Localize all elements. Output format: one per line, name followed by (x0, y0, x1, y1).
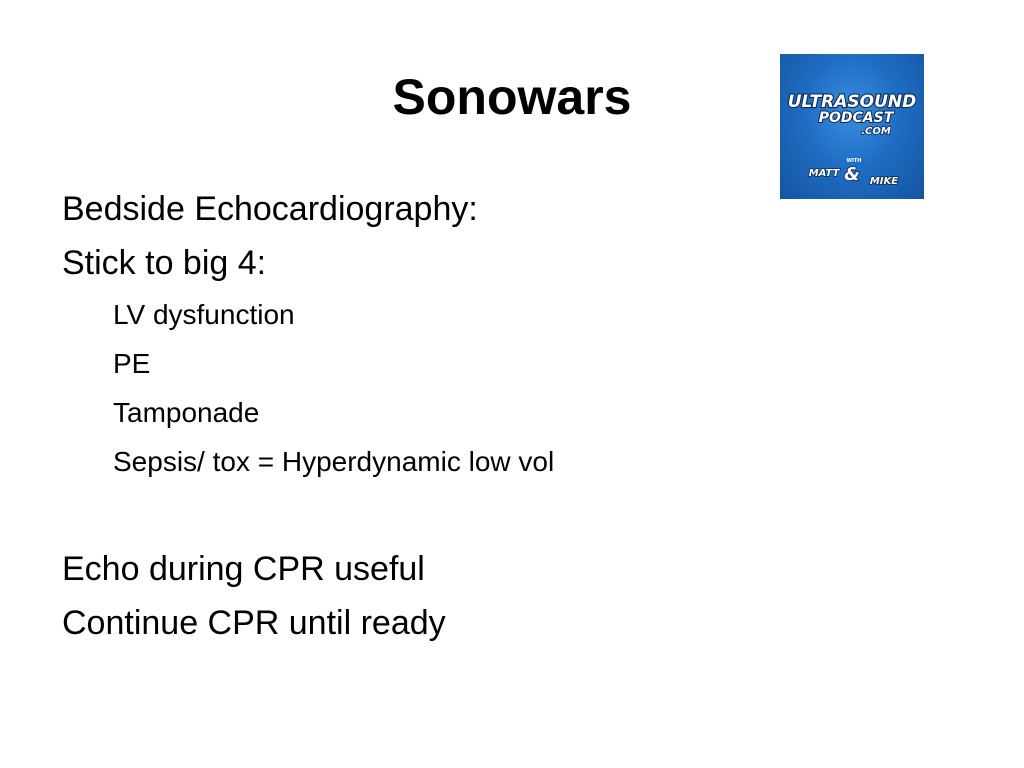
bullet-bedside-echocardiography: Bedside Echocardiography: (62, 190, 478, 228)
ultrasound-podcast-logo (780, 54, 924, 199)
logo-line1: ULTRASOUND (787, 92, 917, 112)
spacer (62, 486, 762, 542)
logo-with: WITH (846, 158, 862, 164)
slide-title: Sonowars (392, 69, 632, 125)
sub-bullet-sepsis-tox: Sepsis/ tox = Hyperdynamic low vol (113, 446, 555, 477)
bullet-continue-cpr: Continue CPR until ready (62, 604, 446, 642)
logo-mike: MIKE (869, 176, 899, 187)
sub-bullet-pe: PE (113, 348, 151, 379)
logo-line3: .COM (861, 126, 891, 137)
bullet-stick-to-big-4: Stick to big 4: (62, 244, 267, 282)
logo-graphic (780, 54, 924, 199)
logo-matt: MATT (808, 168, 840, 179)
bullet-echo-during-cpr: Echo during CPR useful (62, 550, 425, 588)
slide-body (62, 182, 762, 650)
sub-bullet-tamponade: Tamponade (113, 397, 260, 428)
logo-ampersand: & (844, 164, 860, 185)
sub-bullet-lv-dysfunction: LV dysfunction (113, 299, 295, 330)
logo-line2: PODCAST (818, 110, 894, 126)
